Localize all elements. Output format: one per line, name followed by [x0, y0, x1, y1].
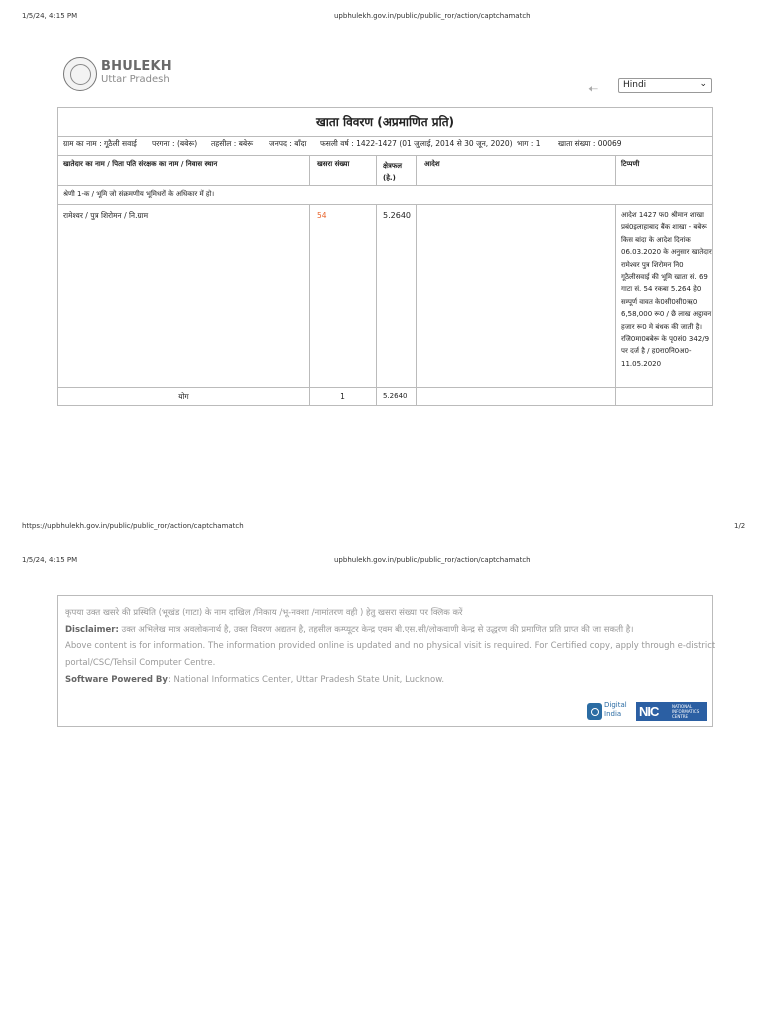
col-order: आदेश	[424, 160, 440, 168]
language-select[interactable]	[618, 78, 712, 93]
print-datetime-2: 1/5/24, 4:15 PM	[22, 556, 78, 564]
digital-india-text: Digital India	[604, 701, 627, 718]
page-number: 1/2	[734, 522, 746, 530]
click-instruction: कृपया उक्त खसरे की प्रस्थिति (भूखंड (गाटा) के नाम दाखिल /निकाय /भू-नक्शा /नामांतरण वही ) हेतु खसरा संख्या पर क्लिक करें	[65, 608, 463, 618]
total-area: 5.2640	[383, 392, 408, 400]
gata-link[interactable]: 54	[317, 211, 327, 220]
powered-by-text: : National Informatics Center, Uttar Pradesh State Unit, Lucknow.	[167, 675, 445, 685]
logo-subtitle: Uttar Pradesh	[101, 74, 170, 85]
area-value: 5.2640	[383, 211, 411, 220]
arrow-left-icon[interactable]: 🠠	[588, 82, 599, 96]
footer-url: https://upbhulekh.gov.in/public/public_ror/action/captchamatch	[22, 522, 244, 530]
disclaimer-box	[57, 595, 716, 727]
owner-name: रामेश्वर / पुत्र शिरोमन / नि.ग्राम	[63, 211, 149, 220]
meta-fasli: फसली वर्ष : 1422-1427 (01 जुलाई, 2014 से 30 जून, 2020)	[320, 139, 513, 148]
col-remarks: टिप्पणी	[621, 160, 640, 168]
language-selected: Hindi	[623, 80, 647, 90]
disclaimer-hindi-text: उक्त अभिलेख मात्र अवलोकनार्थ है, उक्त विवरण अद्यतन है, तहसील कम्प्यूटर केन्द्र एवम बी.एस.सी/लोकवाणी केन्द्र से उद्धरण की प्रमाणित प्रति प्राप्त की जा सकती है।	[118, 625, 634, 635]
col-area: क्षेत्रफल (हे.)	[383, 162, 403, 182]
powered-by-label: Software Powered By	[65, 675, 168, 685]
khata-record-table	[57, 107, 713, 406]
remarks-text: आदेश 1427 फ0 श्रीमान शाखा प्रबं0इलाहाबाद बैंक शाखा - बबेरू किस बांदा के आदेश दिनांक 06.03.2020 के अनुसार खातेदार रामेश्वर पुत्र शिरोमन नि0 गूठैलीसवाई की भूमि खाता सं. 69 गाटा सं. 54 रकबा 5.264 हे0 सम्पूर्ण वावत के0सी0सी0ऋ0 6,58,000 रू0 / छै लाख अट्ठावन हजार रू0 मे बंधक की जाती है। रजि0मा0बबेरू के पृ0सं0 342/9 पर दर्ज है / ह0रा0नि0अ0-11.05.2020	[621, 211, 712, 368]
nic-logo-subtext: NATIONAL INFORMATICS CENTRE	[672, 704, 700, 719]
chevron-down-icon: ⌄	[699, 79, 707, 89]
meta-tehsil: तहसील : बबेरू	[211, 139, 254, 148]
digital-india-logo	[587, 701, 629, 722]
logo-title: BHULEKH	[101, 59, 172, 74]
meta-khata-no: खाता संख्या : 00069	[558, 139, 622, 148]
digital-india-icon	[587, 703, 602, 720]
meta-district: जनपद : बाँदा	[269, 139, 307, 148]
powered-by	[65, 675, 444, 685]
meta-bhag: भाग : 1	[517, 139, 541, 148]
total-count: 1	[340, 392, 345, 401]
nic-logo	[636, 702, 707, 721]
total-label: योग	[178, 392, 189, 401]
disclaimer-english: Above content is for information. The information provided online is updated and no physical visit is required. For Certified copy, apply through e-district	[65, 641, 716, 651]
print-url: upbhulekh.gov.in/public/public_ror/action/captchamatch	[334, 12, 531, 20]
category-label: श्रेणी 1-क / भूमि जो संक्रमणीय भूमिधरों के अधिकार में हो।	[63, 190, 215, 198]
print-datetime: 1/5/24, 4:15 PM	[22, 12, 78, 20]
up-emblem-icon	[63, 57, 97, 91]
meta-pargana: परगना : (बबेरू)	[152, 139, 198, 148]
disclaimer-hindi	[65, 624, 633, 635]
print-url-2: upbhulekh.gov.in/public/public_ror/action/captchamatch	[334, 556, 531, 564]
col-owner: खातेदार का नाम / पिता पति संरक्षक का नाम / निवास स्थान	[63, 160, 218, 168]
disclaimer-english-2: portal/CSC/Tehsil Computer Centre.	[65, 658, 216, 668]
meta-village: ग्राम का नाम : गूठैली सवाई	[63, 139, 137, 148]
disclaimer-label: Disclaimer:	[65, 625, 119, 635]
nic-logo-text: NIC	[639, 704, 659, 719]
col-gata: खसरा संख्या	[317, 160, 350, 168]
record-title: खाता विवरण (अप्रमाणित प्रति)	[58, 108, 712, 137]
